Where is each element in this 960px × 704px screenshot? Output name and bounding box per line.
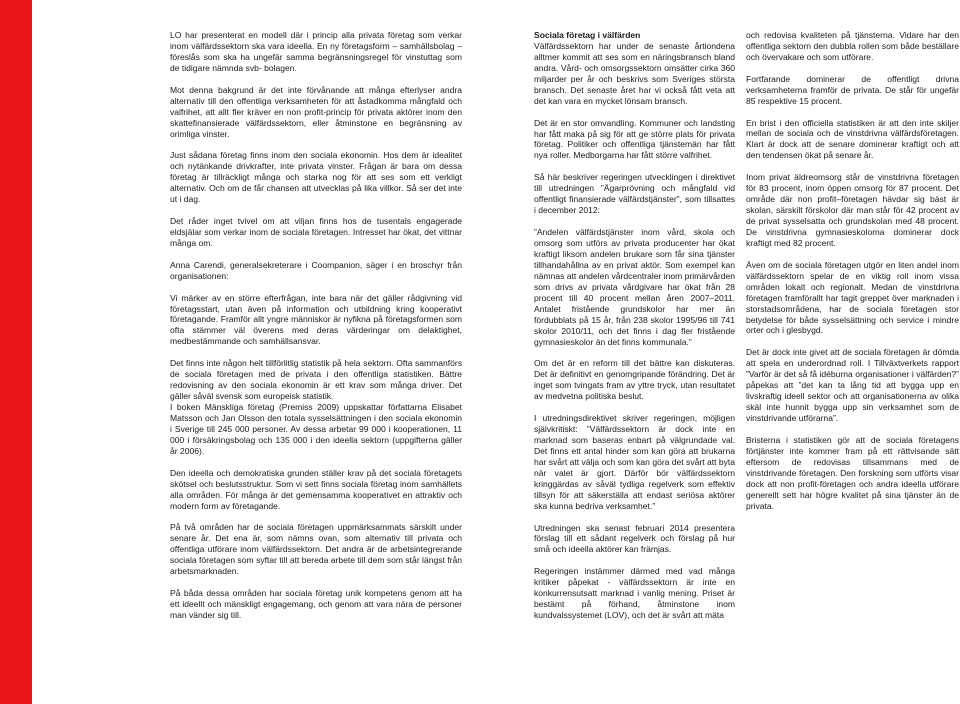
text-column-1 — [170, 30, 462, 621]
paragraph: Vi märker av en större efterfrågan, inte bara när det gäller rådgivning vid företagsstart, utan även på information och utbildning kring kooperativt företagande. Framför allt yngre människor är nyfikna på företagsformen som ofta stämmer väl överens med deras värderingar om delaktighet, medbestämmande och samhällsansvar. — [170, 292, 462, 347]
paragraph: Det är en stor omvandling. Kommuner och landsting har fått maka på sig för att ge större plats för privata företag. Politiker och offentliga tjänstemän har fått nya roller. Medborgarna har fått större valfrihet. — [534, 117, 735, 161]
paragraph: Det råder inget tvivel om att viljan finns hos de tusentals engagerade eldsjälar som verkar inom de sociala företagen. Intresset har ökat, det vittnar många om. — [170, 216, 462, 248]
paragraph: Om det är en reform till det bättre kan diskuteras. Det är definitivt en genomgripande förändring. Det är inget som tvingats fram av yttre tryck, utan resultatet av medvetna politiska beslut. — [534, 358, 735, 402]
paragraph: LO har presenterat en modell där i princip alla privata företag som verkar inom välfärdssektorn ska vara ideella. En ny företagsform – samhällsbolag – föreslås som ska ha ungefär samma begränsningsregel för vinstuttag som de tidigare nämnda svb- bolagen. — [170, 30, 462, 73]
paragraph: Utredningen ska senast februari 2014 presentera förslag till ett sådant regelverk och förslag på hur små och ideella aktörer kan främjas. — [534, 522, 735, 555]
paragraph: En brist i den officiella statistiken är att den inte skiljer mellan de sociala och de vinstdrivna välfärdsföretagen. Klart är dock att de senare dominerar kraftigt och att den tendensen ökat på senare år. — [746, 117, 959, 161]
paragraph: I utredningsdirektivet skriver regeringen, möjligen självkritiskt: ”Välfärdssektorn är dock inte en marknad som baseras enbart på välgrundade val. Det finns ett antal hinder som kan göra att brukarna har svårt att välja och som kan göra det svårt att byta när valet är gjort. Därför bör välfärdssektorn kringgärdas av såväl tydliga regelverk som effektiv tillsyn för att säkerställa att endast seriösa aktörer ska kunna bedriva verksamhet.” — [534, 413, 735, 511]
text-column-2 — [534, 30, 735, 621]
paragraph: Det finns inte någon helt tillförlitlig statistik på hela sektorn. Ofta sammanförs de sociala företagen med de privata i den offentliga statistiken. Bättre redovisning av den sociala ekonomin är ett krav som många driver. Det gäller såväl svensk som europeisk statistik. I boken Mänskliga företag (Premiss 2009) uppskattar författarna Elisabet Matsson och Jan Olsson den totala sysselsättningen i den sociala ekonomin i Sverige till 245 000 personer. Av dessa arbetar 99 000 i kooperationen, 11 000 i försäkringsbolag och 135 000 i den ideella sektorn (uppgifterna gäller år 2006). — [170, 358, 462, 456]
paragraph: Så här beskriver regeringen utvecklingen i direktivet till utredningen ”Ägarprövning och mångfald vid offentligt finansierade välfärdstjänster”, som tillsattes i december 2012: — [534, 172, 735, 216]
paragraph: Mot denna bakgrund är det inte förvånande att många efterlyser andra alternativ till den offentliga verksamheten för att åstadkomma mångfald och valfrihet, att allt fler kräver en non profit-princip för privata aktörer inom den skattefinansierade välfärdssektorn, eller åtminstone en begränsning av orimliga vinster. — [170, 84, 462, 139]
paragraph: Den ideella och demokratiska grunden ställer krav på det sociala företagets skötsel och beslutsstruktur. Som vi sett finns sociala företag inom samhällets alla områden. För många är det gemensamma kooperativet en attraktiv och modern form av företagande. — [170, 467, 462, 511]
paragraph: Även om de sociala företagen utgör en liten andel inom välfärdssektorn spelar de en viktig roll inom vissa områden lokalt och regionalt. Medan de vinstdrivna företagen framförallt har tagit greppet över marknaden i storstadsområdena, har de sociala företagen stor betydelse för både sysselsättning och service i mindre orter och i glesbygd. — [746, 259, 959, 336]
paragraph: På två områden har de sociala företagen uppmärksammats särskilt under senare år. Det ena är, som nämns ovan, som alternativ till privata och offentliga utförare inom välfärdssektorn. Det andra är de arbetsintegrerande sociala företagen som syftar till att bereda arbete till dem som står längst från arbetsmarknaden. — [170, 522, 462, 577]
paragraph: Inom privat äldreomsorg står de vinstdrivna företagen för 83 procent, inom öppen omsorg för 87 procent. Det område där non profit–företagen hävdar sig bäst är skolan, särskilt förskolor där man står för 42 procent av de privat sysselsatta och grundskolan med 48 procent. De vinstdrivna gymnasieskolorna dominerar dock kraftigt med 82 procent. — [746, 172, 959, 248]
paragraph: Anna Carendi, generalsekreterare i Coompanion, säger i en broschyr från organisationen: — [170, 259, 462, 281]
paragraph: och redovisa kvaliteten på tjänsterna. Vidare har den offentliga sektorn den dubbla rollen som både beställare och övervakare och som utförare. — [746, 30, 959, 62]
paragraph: Just sådana företag finns inom den sociala ekonomin. Hos dem är idealitet och nytänkande drivkrafter, inte privata vinster. Frågan är bara om dessa företag är tillräckligt många och starka nog för att ses som ett verkligt alternativ. Och om de får chansen att utvecklas på lika villkor. Så ser det inte ut i dag. — [170, 150, 462, 205]
text-column-3 — [746, 30, 959, 512]
paragraph: Fortfarande dominerar de offentligt drivna verksamheterna framför de privata. De står för ungefär 85 respektive 15 procent. — [746, 73, 959, 106]
paragraph: Välfärdssektorn har under de senaste årtiondena alltmer kommit att ses som en näringsbransch bland andra. Vård- och omsorgssektorn omsätter cirka 360 miljarder per år och beskrivs som Sveriges största bransch. Det senaste året har vi också fått veta att det kan vara en mycket lönsam bransch. — [534, 40, 735, 106]
section-heading: Sociala företag i välfärden — [534, 30, 641, 40]
quote-paragraph: ”Andelen välfärdstjänster inom vård, skola och omsorg som utförs av privata producenter har ökat kraftigt liksom andelen brukare som får sina tjänster tillhandahållna av en privat aktör. Som exempel kan nämnas att andelen vårdcentraler inom primärvården som drivs av privata vårdgivare har ökat från 28 procent till 40 procent mellan åren 2007–2011. Antalet fristående grundskolor har mer än fördubblats på 15 år, från 238 skolor 1995/96 till 741 skolor 2010/11, och det finns i dag fler fristående gymnasieskolor än det finns kommunala.” — [534, 226, 735, 347]
paragraph: Regeringen instämmer därmed med vad många kritiker påpekat - välfärdssektorn är inte en konkurrensutsatt marknad i vanlig mening. Priset är bestämt på förhand, åtminstone inom kundvalssystemet (LOV), och det är svårt att mäta — [534, 566, 735, 621]
paragraph: Bristerna i statistiken gör att de sociala företagens förtjänster inte kommer fram på ett rättvisande sätt eftersom de redovisas tillsammans med de vinstdrivande företagen. Den forskning som utförts visar dock att non profit-företagen och andra ideella utförare generellt sett har högre kvalitet på sina tjänster än de privata. — [746, 434, 959, 511]
paragraph: På båda dessa områden har sociala företag unik kompetens genom att ha ett ideellt och mänskligt engagemang, och genom att vara nära de personer man vänder sig till. — [170, 588, 462, 620]
paragraph: Det är dock inte givet att de sociala företagen är dömda att spela en underordnad roll. I Tillväxtverkets rapport ”Varför är det så få idéburna organisationer i välfärden?” påpekas att ”det kan ta lång tid att bygga upp en livskraftig ideell sektor och att organisationerna av olika skäl inte hunnit bygga upp sin verksamhet som de vinstdrivande utförarna”. — [746, 347, 959, 424]
red-side-bar — [0, 0, 32, 704]
